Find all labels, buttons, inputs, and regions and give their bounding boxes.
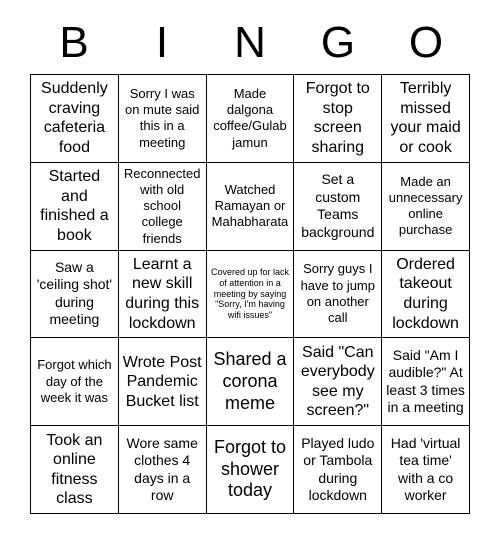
bingo-cell-text: Forgot to shower today (213, 437, 287, 501)
bingo-header (30, 14, 470, 72)
bingo-cell-r1-c5[interactable] (382, 75, 470, 163)
bingo-cell-r1-c2[interactable] (119, 75, 207, 163)
bingo-cell-r3-c2[interactable] (119, 251, 207, 339)
bingo-cell-r1-c4[interactable] (294, 75, 382, 163)
bingo-cell-text: Made dalgona coffee/Gulab jamun (213, 85, 287, 150)
bingo-cell-r3-c4[interactable] (294, 251, 382, 339)
bingo-cell-text: Covered up for lack of attention in a meeting by saying "Sorry, I'm having wifi issues" (210, 267, 290, 321)
bingo-cell-r3-c5[interactable] (382, 251, 470, 339)
bingo-cell-text: Learnt a new skill during this lockdown (125, 255, 200, 332)
bingo-cell-r1-c1[interactable] (31, 75, 119, 163)
bingo-cell-r4-c3[interactable] (207, 338, 295, 426)
bingo-cell-r2-c3[interactable] (207, 163, 295, 251)
bingo-cell-r2-c4[interactable] (294, 163, 382, 251)
bingo-cell-text: Suddenly craving cafeteria food (41, 80, 108, 156)
bingo-cell-r4-c5[interactable] (382, 338, 470, 426)
bingo-cell-r3-c3-free[interactable] (207, 251, 295, 339)
bingo-cell-r2-c2[interactable] (119, 163, 207, 251)
bingo-cell-text: Wore same clothes 4 days in a row (126, 434, 198, 504)
bingo-cell-text: Watched Ramayan or Mahabharata (211, 181, 289, 230)
header-letter-g: G (320, 18, 356, 67)
bingo-cell-text: Terribly missed your maid or cook (390, 80, 461, 156)
bingo-cell-text: Forgot which day of the week it was (37, 357, 112, 405)
header-letter-b: B (59, 18, 89, 67)
bingo-cell-text: Played ludo or Tambola during lockdown (301, 434, 375, 504)
bingo-cell-r2-c1[interactable] (31, 163, 119, 251)
bingo-cell-text: Started and finished a book (40, 168, 109, 244)
bingo-cell-text: Sorry I was on mute said this in a meeting (124, 85, 200, 150)
bingo-cell-text: Ordered takeout during lockdown (392, 255, 459, 332)
bingo-cell-text: Wrote Post Pandemic Bucket list (122, 353, 202, 410)
bingo-cell-r5-c2[interactable] (119, 426, 207, 514)
bingo-cell-text: Set a custom Teams background (301, 171, 375, 240)
bingo-cell-text: Reconnected with old school college friends (123, 165, 201, 246)
bingo-cell-text: Made an unnecessary online purchase (388, 173, 463, 238)
bingo-cell-r5-c5[interactable] (382, 426, 470, 514)
bingo-cell-r5-c1[interactable] (31, 426, 119, 514)
bingo-cell-r2-c5[interactable] (382, 163, 470, 251)
bingo-cell-text: Saw a 'ceiling shot' during meeting (36, 258, 113, 328)
bingo-cell-r3-c1[interactable] (31, 251, 119, 339)
bingo-cell-text: Said "Am I audible?" At least 3 times in a meeting (386, 346, 465, 416)
bingo-cell-text: Had 'virtual tea time' with a co worker (390, 434, 461, 504)
bingo-cell-text: Sorry guys I have to jump on another call (300, 261, 375, 326)
bingo-cell-r1-c3[interactable] (207, 75, 295, 163)
bingo-board (30, 74, 470, 514)
bingo-cell-r4-c1[interactable] (31, 338, 119, 426)
bingo-cell-r5-c4[interactable] (294, 426, 382, 514)
header-letter-i: I (155, 18, 169, 67)
bingo-cell-text: Said "Can everybody see my screen?" (300, 343, 375, 420)
header-letter-o: O (408, 18, 444, 67)
bingo-cell-text: Forgot to stop screen sharing (305, 80, 370, 156)
header-letter-n: N (234, 18, 266, 67)
bingo-cell-r4-c2[interactable] (119, 338, 207, 426)
bingo-cell-text: Took an online fitness class (46, 431, 103, 508)
bingo-cell-r4-c4[interactable] (294, 338, 382, 426)
bingo-cell-text: Shared a corona meme (213, 349, 287, 413)
bingo-cell-r5-c3[interactable] (207, 426, 295, 514)
